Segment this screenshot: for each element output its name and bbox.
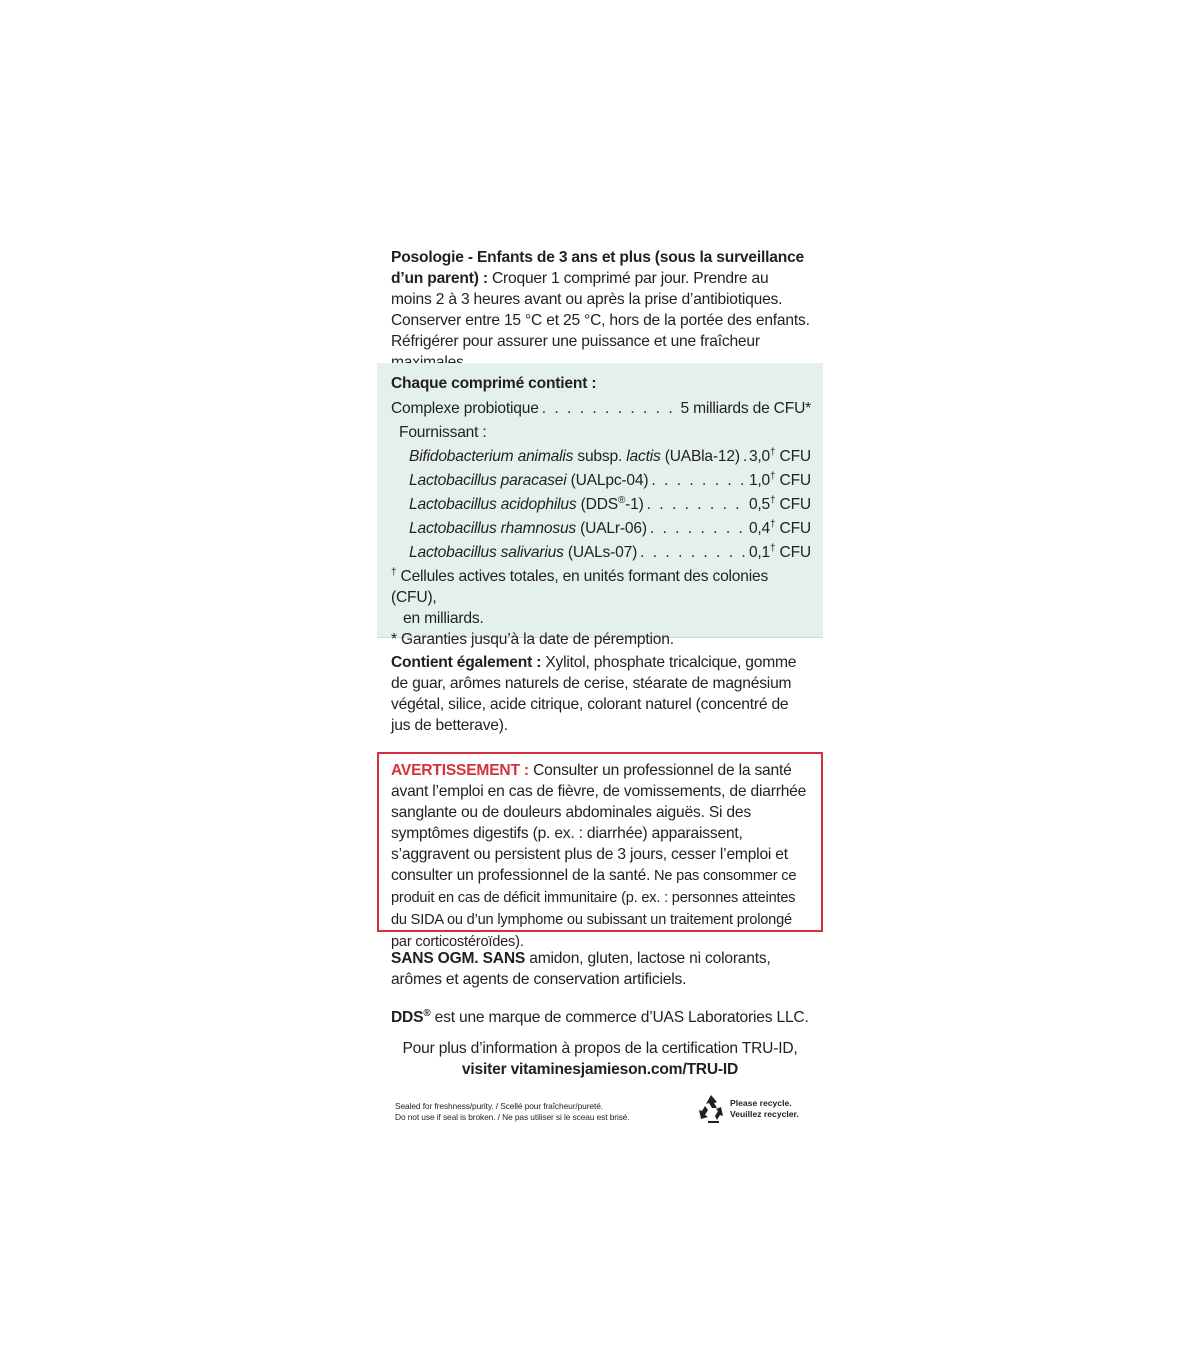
other-ingredients-text: Xylitol, phosphate tricalcique, gomme de guar, arômes naturels de cerise, stéarate de magnésium végétal, silice, acide citrique, colorant naturel (concentré de jus de betterave). bbox=[391, 654, 797, 734]
free-of-heading: SANS OGM. SANS bbox=[391, 950, 526, 967]
warning-heading: AVERTISSEMENT : bbox=[391, 762, 529, 779]
ingredients-heading: Chaque comprimé contient : bbox=[391, 375, 597, 392]
strain-value: 1,0 bbox=[748, 472, 771, 489]
dagger-mark: † bbox=[770, 470, 776, 482]
recycle-notice bbox=[698, 1094, 799, 1124]
dagger-mark: † bbox=[770, 446, 776, 458]
dosage-heading: Posologie - Enfants de 3 ans et plus (sous la surveillance d’un parent) : bbox=[391, 249, 805, 287]
strain-code: (UALpc-04) bbox=[566, 472, 649, 489]
recycle-line1: Please recycle. bbox=[730, 1098, 792, 1108]
trademark-section bbox=[377, 1007, 811, 1028]
dosage-section bbox=[377, 247, 811, 373]
strain-name: Bifidobacterium animalis bbox=[409, 448, 574, 465]
seal-notice bbox=[395, 1101, 630, 1123]
strain-value: 0,5 bbox=[748, 496, 771, 513]
certification-line: Pour plus d’information à propos de la certification TRU-ID, bbox=[402, 1040, 798, 1057]
warning-text-immune: Ne pas consommer ce produit en cas de déficit immunitaire (p. ex. : personnes atteintes du SIDA ou d’un lymphome ou subissant un traitement prolongé par corticostéroïdes). bbox=[391, 868, 797, 950]
warning-text: Consulter un professionnel de la santé avant l’emploi en cas de fièvre, de vomissements, de diarrhée sanglante ou de douleurs abdominales aiguës. Si des symptômes digestifs (p. ex. : diarrhée) apparaissent, s’aggravent ou persistent plus de 3 jours, cesser l’emploi et consulter un professionnel de la santé. bbox=[391, 762, 807, 884]
seal-line1: Sealed for freshness/purity. / Scellé pour fraîcheur/pureté. bbox=[395, 1101, 603, 1111]
registered-mark: ® bbox=[617, 494, 626, 506]
free-of-text: amidon, gluten, lactose ni colorants, arômes et agents de conservation artificiels. bbox=[391, 950, 771, 988]
trademark-name: DDS bbox=[391, 1009, 424, 1026]
strain-value: 0,4 bbox=[748, 520, 771, 537]
strain-code: (UABla-12) bbox=[660, 448, 740, 465]
leader-dots bbox=[637, 542, 749, 563]
recycle-line2: Veuillez recycler. bbox=[730, 1109, 799, 1119]
footnote-guarantee: * Garanties jusqu’à la date de péremption. bbox=[391, 631, 674, 648]
strain-value: 0,1 bbox=[748, 544, 771, 561]
leader-dots bbox=[644, 494, 749, 515]
free-of-section bbox=[377, 948, 811, 990]
dagger-mark: † bbox=[391, 566, 397, 578]
strain-code-end: -1) bbox=[625, 496, 644, 513]
footnote-cfu-line1: Cellules actives totales, en unités formant des colonies (CFU), bbox=[391, 568, 769, 606]
footnote-cfu bbox=[391, 566, 811, 629]
strain-row bbox=[391, 446, 811, 470]
probiotic-complex-label: Complexe probiotique bbox=[391, 400, 539, 417]
strain-row bbox=[391, 518, 811, 542]
footnote-cfu-line2: en milliards. bbox=[403, 610, 484, 627]
leader-dots bbox=[539, 398, 681, 419]
certification-link[interactable]: visiter vitaminesjamieson.com/TRU-ID bbox=[461, 1061, 739, 1078]
dosage-text: Croquer 1 comprimé par jour. Prendre au moins 2 à 3 heures avant ou après la prise d’antibiotiques. Conserver entre 15 °C et 25 °C, hors de la portée des enfants. Réfrigérer pour assurer une puissance et une fraîcheur bbox=[391, 270, 810, 350]
warning-box bbox=[377, 752, 823, 950]
strain-code: (UALr-06) bbox=[576, 520, 647, 537]
strain-code: (DDS bbox=[576, 496, 618, 513]
leader-dots bbox=[648, 470, 749, 491]
recycle-icon bbox=[698, 1094, 724, 1124]
strain-unit: CFU bbox=[775, 496, 811, 513]
trademark-text: est une marque de commerce d’UAS Laboratories LLC. bbox=[430, 1009, 809, 1026]
strain-code: (UALs-07) bbox=[563, 544, 638, 561]
strain-row bbox=[391, 494, 811, 518]
providing-label: Fournissant : bbox=[399, 424, 487, 441]
strain-unit: CFU bbox=[775, 448, 811, 465]
strain-unit: CFU bbox=[775, 520, 811, 537]
registered-mark: ® bbox=[423, 1007, 431, 1019]
strain-value: 3,0 bbox=[748, 448, 771, 465]
probiotic-complex-value: 5 milliards de CFU* bbox=[680, 400, 811, 417]
certification-info bbox=[377, 1038, 823, 1080]
strain-name: Lactobacillus paracasei bbox=[409, 472, 567, 489]
strain-name: Lactobacillus acidophilus bbox=[409, 496, 577, 513]
leader-dots bbox=[647, 518, 749, 539]
strain-row bbox=[391, 470, 811, 494]
strain-name: Lactobacillus salivarius bbox=[409, 544, 564, 561]
dagger-mark: † bbox=[770, 542, 776, 554]
dagger-mark: † bbox=[770, 518, 776, 530]
strain-unit: CFU bbox=[775, 472, 811, 489]
strain-subspecies: lactis bbox=[626, 448, 661, 465]
dagger-mark: † bbox=[770, 494, 776, 506]
probiotic-complex-row bbox=[391, 398, 811, 422]
strain-subsp: subsp. bbox=[573, 448, 627, 465]
seal-line2: Do not use if seal is broken. / Ne pas utiliser si le sceau est brisé. bbox=[395, 1112, 630, 1122]
other-ingredients-heading: Contient également : bbox=[391, 654, 542, 671]
strain-row bbox=[391, 542, 811, 566]
strain-name: Lactobacillus rhamnosus bbox=[409, 520, 577, 537]
other-ingredients-section bbox=[377, 652, 811, 736]
leader-dots bbox=[740, 446, 749, 467]
ingredients-panel bbox=[377, 363, 823, 648]
strain-unit: CFU bbox=[775, 544, 811, 561]
